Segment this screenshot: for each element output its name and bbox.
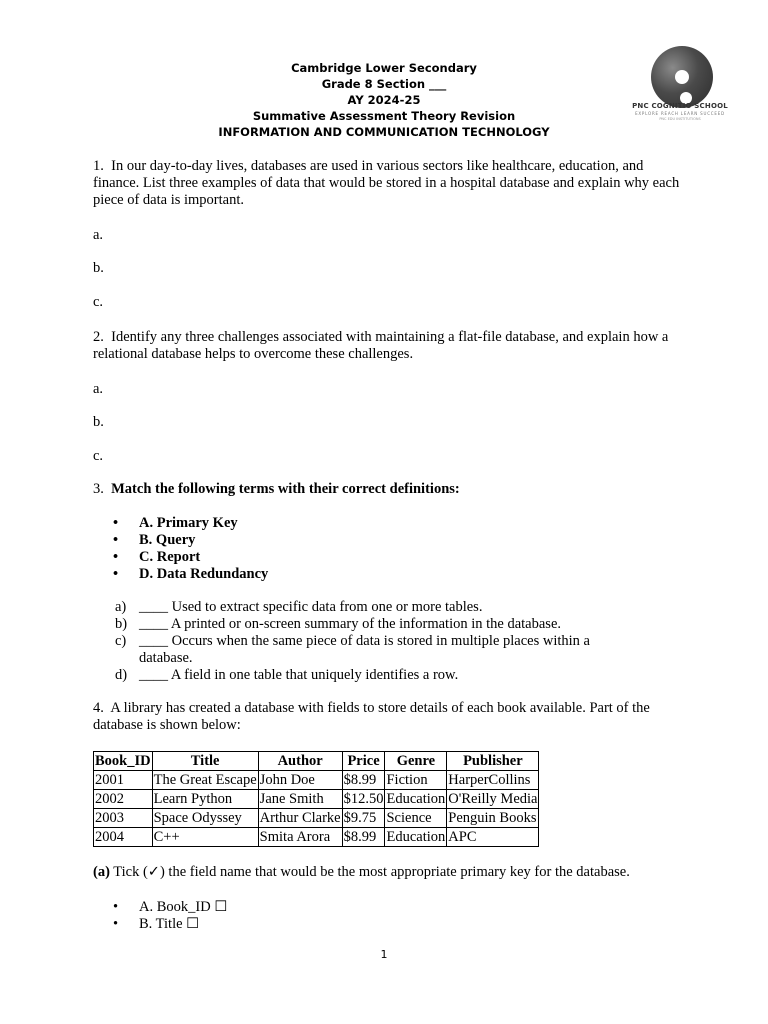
table-cell: Learn Python [152,790,258,809]
options-list [113,899,227,933]
table-row [94,809,539,828]
table-cell: Smita Arora [258,828,342,847]
table-cell: $8.99 [342,828,385,847]
question-number: 4. [93,700,104,716]
question-3 [93,481,683,498]
question-4 [93,700,683,734]
books-table [93,751,539,847]
table-cell: Fiction [385,771,447,790]
answer-line: c. [93,294,104,310]
definition-marker: d) [115,667,128,683]
table-cell: 2001 [94,771,153,790]
logo-tagline: EXPLORE REACH LEARN SUCCEED [635,111,725,116]
table-cell: Science [385,809,447,828]
term-item: • A. Primary Key [113,515,268,532]
column-header: Author [258,752,342,771]
column-header: Title [152,752,258,771]
part-text: Tick (✓) the field name that would be the most appropriate primary key for the database. [113,864,630,880]
table-cell: C++ [152,828,258,847]
definition-text: ____ A printed or on-screen summary of the information in the database. [139,616,562,632]
logo-subline: PNC EDU INSTITUTIONS [659,117,701,121]
table-cell: Arthur Clarke [259,810,341,826]
terms-list [113,515,268,583]
table-cell: Education [386,791,446,807]
table-cell: John Doe [258,771,342,790]
table-row [94,828,539,847]
definition-item [113,599,633,616]
table-cell: $8.99 [342,771,385,790]
table-row [94,790,539,809]
header-board: Cambridge Lower Secondary [291,61,477,75]
term-item: • B. Query [113,532,268,549]
table-row [94,771,539,790]
logo-name: PNC COGNITIO SCHOOL [632,102,728,110]
question-1 [93,158,683,209]
answer-line: a. [93,381,104,397]
question-text: In our day-to-day lives, databases are used in various sectors like healthcare, education, and finance. List three examples of data that would be stored in a hospital database and explain why each piece of data is important. [93,158,680,208]
column-header: Genre [385,752,447,771]
table-cell: Space Odyssey [152,809,258,828]
definition-text: ____ Occurs when the same piece of data is stored in multiple places within a database. [139,633,590,666]
definitions-list [113,599,633,684]
question-text: Match the following terms with their correct definitions: [111,481,460,497]
document-header [150,60,618,140]
table-cell: $9.75 [342,809,385,828]
part-label: (a) [93,864,110,880]
logo-emblem-cutout [675,70,689,84]
table-cell: Jane Smith [258,790,342,809]
question-number: 3. [93,481,104,497]
table-cell: 2002 [94,790,153,809]
column-header: Book_ID [95,753,151,769]
option-item[interactable]: • B. Title ☐ [113,916,227,933]
definition-marker: a) [115,599,127,615]
table-cell: Penguin Books [447,809,539,828]
column-header: Price [342,752,385,771]
header-year: AY 2024-25 [347,93,421,107]
question-number: 1. [93,158,104,174]
table-cell: O'Reilly Media [448,791,538,807]
option-item[interactable]: • A. Book_ID ☐ [113,899,227,916]
question-text: A library has created a database with fields to store details of each book available. Part of the database is shown below: [93,700,650,733]
header-assessment: Summative Assessment Theory Revision [252,109,516,123]
page-number: 1 [380,948,388,961]
definition-item [113,616,633,633]
term-item: • C. Report [113,549,268,566]
definition-marker: b) [115,616,128,632]
table-cell: APC [447,828,539,847]
answer-line: b. [93,414,104,430]
header-subject: INFORMATION AND COMMUNICATION TECHNOLOGY [218,125,550,139]
definition-text: ____ A field in one table that uniquely identifies a row. [139,667,459,683]
question-2 [93,329,683,363]
answer-line: b. [93,260,104,276]
definition-marker: c) [115,633,127,649]
question-text: Identify any three challenges associated with maintaining a flat-file database, and explain how a relational database helps to overcome these challenges. [93,329,669,362]
table-header-row [94,752,539,771]
table-cell: $12.50 [343,791,384,807]
table-cell: Education [386,829,446,845]
definition-text: ____ Used to extract specific data from one or more tables. [139,599,483,615]
table-cell: The Great Escape [153,772,257,788]
term-item: • D. Data Redundancy [113,566,268,583]
table-cell: 2004 [94,828,153,847]
answer-line: c. [93,448,104,464]
school-logo [632,44,728,126]
question-4a [93,864,683,881]
table-cell: HarperCollins [447,771,539,790]
table-cell: 2003 [94,809,153,828]
definition-item [113,667,633,684]
definition-item [113,633,633,667]
question-number: 2. [93,329,104,345]
answer-line: a. [93,227,104,243]
column-header: Publisher [447,752,539,771]
header-grade: Grade 8 Section ___ [321,77,447,91]
